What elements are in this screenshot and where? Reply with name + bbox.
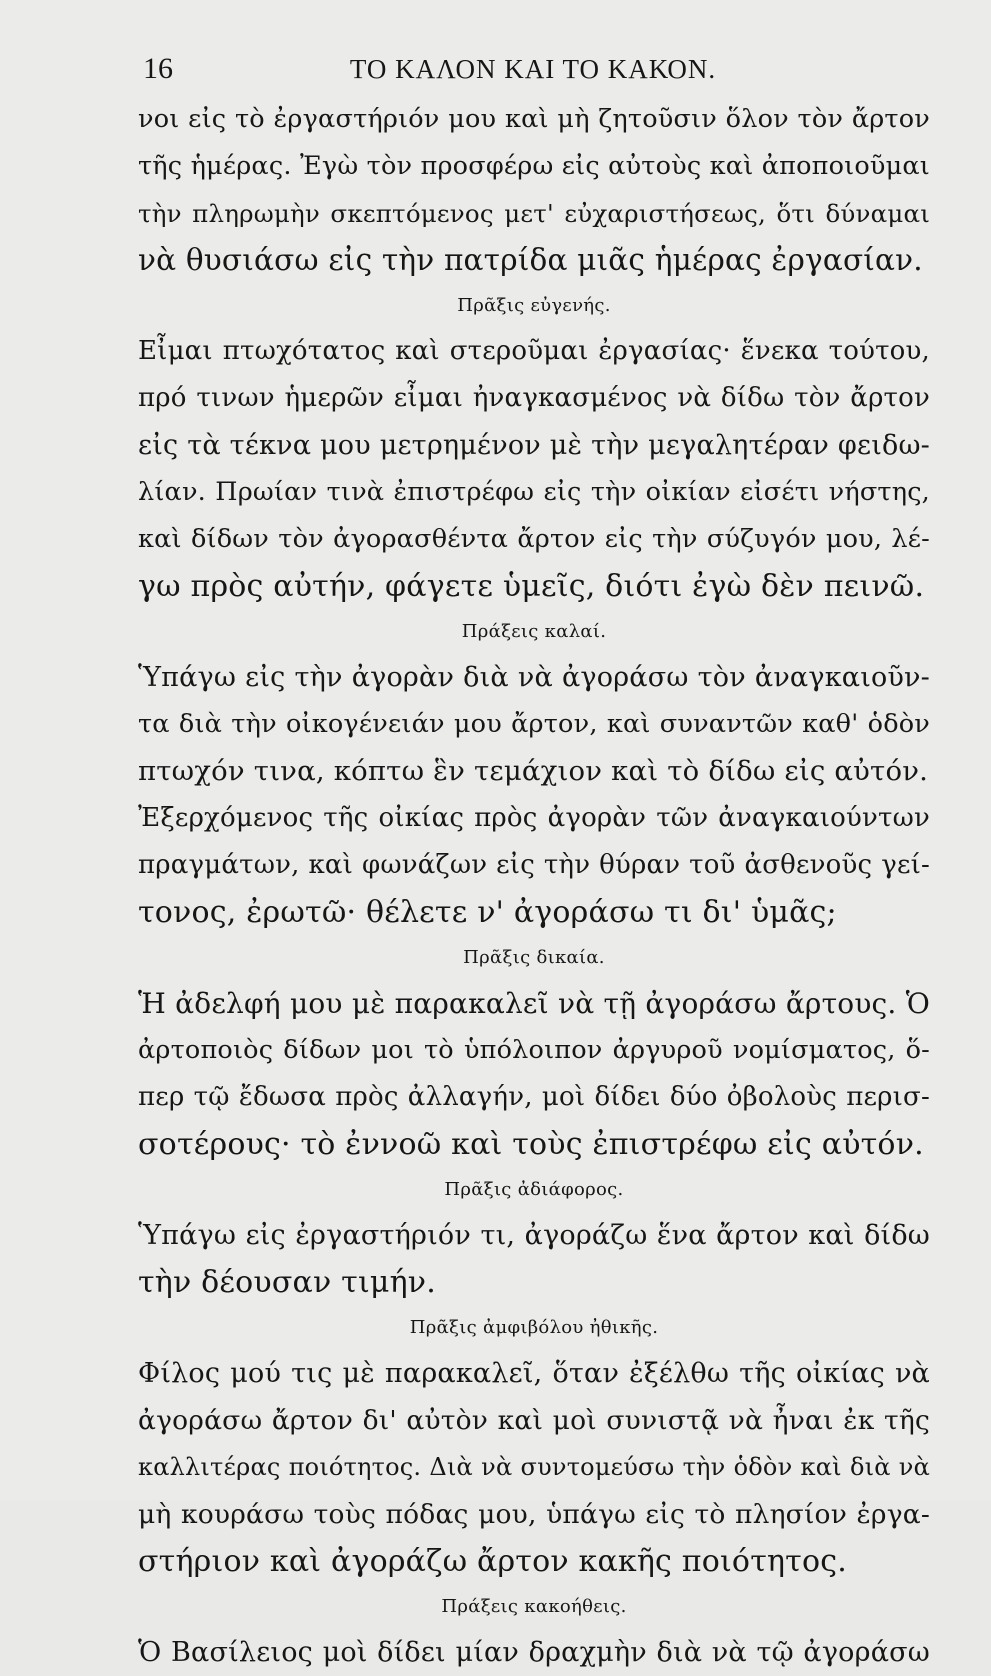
text-line: νοι εἰς τὸ ἐργαστήριόν μου καὶ μὴ ζητοῦσιν ὅλον τὸν ἄρτον bbox=[138, 104, 930, 134]
text-line: πραγμάτων, καὶ φωνάζων εἰς τὴν θύραν τοῦ ἀσθενοῦς γεί- bbox=[138, 850, 930, 880]
section-heading: Πράξεις κακοήθεις. bbox=[441, 1596, 627, 1617]
text-line: τα διὰ τὴν οἰκογένειάν μου ἄρτον, καὶ συναντῶν καθ' ὁδὸν bbox=[138, 709, 930, 739]
text-line: μὴ κουράσω τοὺς πόδας μου, ὑπάγω εἰς τὸ πλησίον ἐργα- bbox=[138, 1499, 930, 1530]
paragraph bbox=[138, 96, 930, 284]
running-title: ΤΟ ΚΑΛΟΝ ΚΑΙ ΤΟ ΚΑΚΟΝ. bbox=[349, 54, 717, 84]
section-heading: Πράξεις καλαί. bbox=[461, 621, 607, 642]
text-line: λίαν. Πρωίαν τινὰ ἐπιστρέφω εἰς τὴν οἰκίαν εἰσέτι νήστης, bbox=[138, 477, 930, 507]
text-line: πτωχόν τινα, κόπτω ἓν τεμάχιον καὶ τὸ δίδω εἰς αὐτόν. bbox=[138, 755, 929, 787]
text-line: τῆς ἡμέρας. Ἐγὼ τὸν προσφέρω εἰς αὐτοὺς καὶ ἀποποιοῦμαι bbox=[138, 151, 930, 181]
text-line: καὶ δίδων τὸν ἀγορασθέντα ἄρτον εἰς τὴν σύζυγόν μου, λέ- bbox=[138, 524, 930, 554]
text-line: Ἡ ἀδελφή μου μὲ παρακαλεῖ νὰ τῇ ἀγοράσω ἄρτους. Ὁ bbox=[138, 987, 930, 1020]
paragraph bbox=[138, 654, 930, 936]
page-number: 16 bbox=[143, 52, 173, 85]
text-line: ἀρτοποιὸς δίδων μοι τὸ ὑπόλοιπον ἀργυροῦ νομίσματος, ὅ- bbox=[138, 1035, 930, 1065]
text-line: πρό τινων ἡμερῶν εἶμαι ἠναγκασμένος νὰ δίδω τὸν ἄρτον bbox=[138, 383, 930, 413]
text-line: γω πρὸς αὐτήν, φάγετε ὑμεῖς, διότι ἐγὼ δὲν πεινῶ. bbox=[138, 569, 925, 604]
section-heading: Πρᾶξις ἀδιάφορος. bbox=[444, 1179, 624, 1200]
text-line: σοτέρους· τὸ ἐννοῶ καὶ τοὺς ἐπιστρέφω εἰς αὐτόν. bbox=[138, 1127, 924, 1162]
section-heading: Πρᾶξις ἀμφιβόλου ἠθικῆς. bbox=[409, 1317, 659, 1338]
paragraph bbox=[138, 1629, 930, 1676]
text-line: στήριον καὶ ἀγοράζω ἄρτον κακῆς ποιότητος. bbox=[138, 1544, 847, 1579]
paragraph bbox=[138, 980, 930, 1168]
text-line: τὴν πληρωμὴν σκεπτόμενος μετ' εὐχαριστήσεως, ὅτι δύναμαι bbox=[138, 199, 930, 228]
text-line: τὴν δέουσαν τιμήν. bbox=[138, 1265, 436, 1300]
text-line: τονος, ἐρωτῶ· θέλετε ν' ἀγοράσω τι δι' ὑμᾶς; bbox=[138, 895, 837, 930]
text-line: Εἶμαι πτωχότατος καὶ στεροῦμαι ἐργασίας· ἕνεκα τούτου, bbox=[138, 336, 930, 366]
text-line: Ὑπάγω εἰς ἐργαστήριόν τι, ἀγοράζω ἕνα ἄρτον καὶ δίδω bbox=[138, 1220, 930, 1251]
text-line: Φίλος μού τις μὲ παρακαλεῖ, ὅταν ἐξέλθω τῆς οἰκίας νὰ bbox=[138, 1358, 930, 1389]
paragraph bbox=[138, 328, 930, 610]
text-line: ἀγοράσω ἄρτον δι' αὐτὸν καὶ μοὶ συνιστᾷ νὰ ἦναι ἐκ τῆς bbox=[138, 1405, 930, 1436]
section-heading: Πρᾶξις εὐγενής. bbox=[457, 295, 611, 316]
paragraph bbox=[138, 1350, 930, 1585]
section-heading: Πρᾶξις δικαία. bbox=[463, 947, 605, 968]
text-line: εἰς τὰ τέκνα μου μετρημένον μὲ τὴν μεγαλητέραν φειδω- bbox=[138, 430, 930, 461]
paragraph bbox=[138, 1212, 930, 1306]
text-line: Ὑπάγω εἰς τὴν ἀγορὰν διὰ νὰ ἀγοράσω τὸν ἀναγκαιοῦν- bbox=[138, 662, 930, 693]
text-line: περ τῷ ἔδωσα πρὸς ἀλλαγήν, μοὶ δίδει δύο ὀβολοὺς περισ- bbox=[138, 1082, 930, 1112]
text-line: νὰ θυσιάσω εἰς τὴν πατρίδα μιᾶς ἡμέρας ἐργασίαν. bbox=[138, 243, 923, 277]
text-line: Ἐξερχόμενος τῆς οἰκίας πρὸς ἀγορὰν τῶν ἀναγκαιούντων bbox=[138, 803, 930, 833]
running-head bbox=[143, 52, 923, 96]
text-line: καλλιτέρας ποιότητος. Διὰ νὰ συντομεύσω τὴν ὁδὸν καὶ διὰ νὰ bbox=[138, 1453, 930, 1481]
body-text bbox=[138, 96, 930, 1676]
text-line: Ὁ Βασίλειος μοὶ δίδει μίαν δραχμὴν διὰ νὰ τῷ ἀγοράσω bbox=[138, 1637, 930, 1668]
